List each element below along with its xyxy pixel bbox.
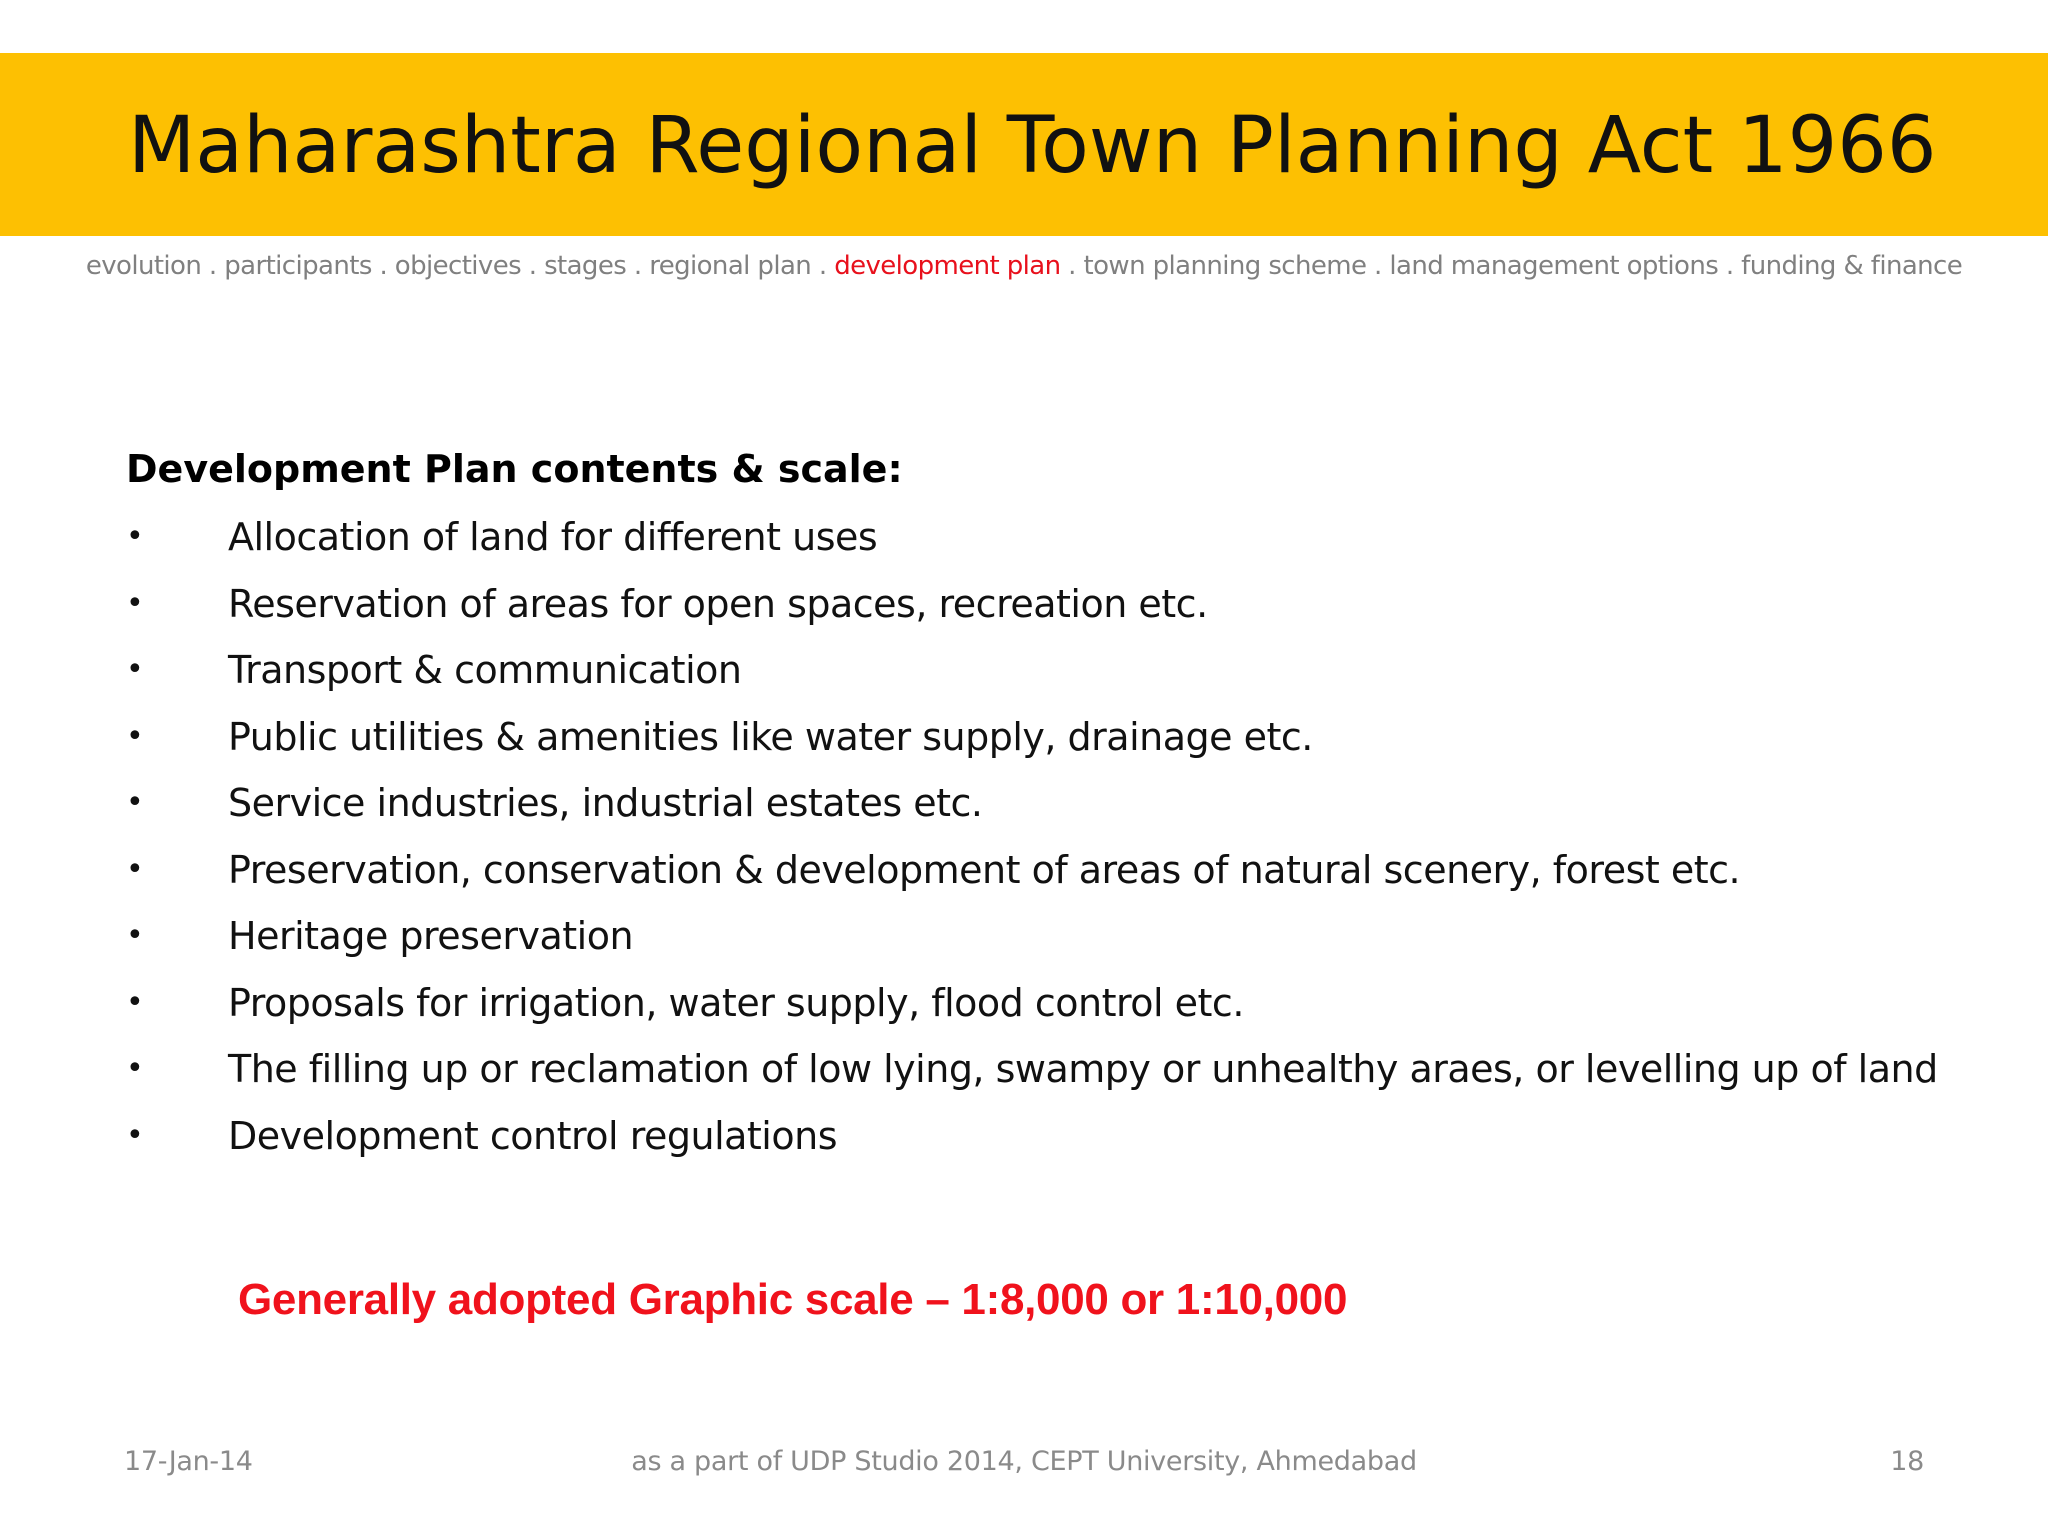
list-item	[126, 504, 1986, 571]
bullet-text: Allocation of land for different uses	[228, 515, 878, 559]
list-item	[126, 903, 1986, 970]
bullet-text: Proposals for irrigation, water supply, flood control etc.	[228, 980, 1244, 1025]
bullet-dot-icon: •	[126, 984, 144, 1020]
bullet-text: Reservation of areas for open spaces, recreation etc.	[228, 581, 1208, 626]
list-item	[126, 970, 1986, 1037]
list-item	[126, 704, 1986, 771]
page-number: 18	[1890, 1446, 1924, 1477]
slide-content	[126, 438, 1986, 1169]
bullet-dot-icon: •	[126, 718, 144, 754]
bullet-dot-icon: •	[126, 585, 144, 621]
nav-separator: .	[1060, 251, 1084, 281]
nav-separator: .	[371, 251, 395, 281]
bullet-dot-icon: •	[126, 1051, 144, 1086]
bullet-text: Transport & communication	[228, 648, 742, 692]
list-item	[126, 637, 1986, 704]
content-heading: Development Plan contents & scale:	[126, 447, 903, 491]
list-item	[126, 1103, 1986, 1170]
bullet-dot-icon: •	[126, 652, 144, 687]
bullet-dot-icon: •	[126, 519, 144, 554]
bullet-dot-icon: •	[126, 1117, 144, 1153]
nav-item-evolution[interactable]: evolution	[85, 251, 202, 281]
bullet-text: Preservation, conservation & development of areas of natural scenery, forest etc.	[228, 847, 1741, 892]
bullet-text: The filling up or reclamation of low lying, swampy or unhealthy araes, or levelling up of land	[228, 1047, 1938, 1091]
footer-credit: as a part of UDP Studio 2014, CEPT University, Ahmedabad	[631, 1446, 1417, 1477]
bullet-list	[126, 504, 1986, 1169]
list-item	[126, 571, 1986, 638]
nav-item-funding-finance[interactable]: funding & finance	[1741, 251, 1963, 281]
nav-item-town-planning-scheme[interactable]: town planning scheme	[1083, 251, 1367, 281]
nav-separator: .	[1366, 251, 1390, 281]
nav-separator: .	[201, 251, 225, 281]
nav-separator: .	[811, 251, 835, 281]
list-item	[126, 770, 1986, 837]
nav-separator: .	[521, 251, 545, 281]
bullet-text: Development control regulations	[228, 1113, 837, 1158]
nav-item-regional-plan[interactable]: regional plan	[649, 251, 812, 281]
bullet-dot-icon: •	[126, 785, 144, 820]
bullet-text: Service industries, industrial estates etc.	[228, 781, 983, 825]
bullet-dot-icon: •	[126, 851, 144, 887]
nav-item-objectives[interactable]: objectives	[394, 251, 522, 281]
slide-title: Maharashtra Regional Town Planning Act 1966	[128, 101, 1937, 191]
nav-item-development-plan[interactable]: development plan	[834, 251, 1061, 281]
list-item	[126, 1036, 1986, 1103]
scale-note: Generally adopted Graphic scale – 1:8,000 or 1:10,000	[238, 1275, 1348, 1324]
nav-item-land-management-options[interactable]: land management options	[1389, 251, 1719, 281]
bullet-text: Public utilities & amenities like water supply, drainage etc.	[228, 714, 1313, 759]
bullet-text: Heritage preservation	[228, 914, 634, 958]
nav-separator: .	[626, 251, 650, 281]
bullet-dot-icon: •	[126, 918, 144, 953]
section-navigation	[0, 246, 2048, 286]
nav-item-stages[interactable]: stages	[544, 251, 627, 281]
nav-separator: .	[1718, 251, 1742, 281]
nav-item-participants[interactable]: participants	[224, 251, 372, 281]
list-item	[126, 837, 1986, 904]
footer-date: 17-Jan-14	[124, 1446, 253, 1477]
